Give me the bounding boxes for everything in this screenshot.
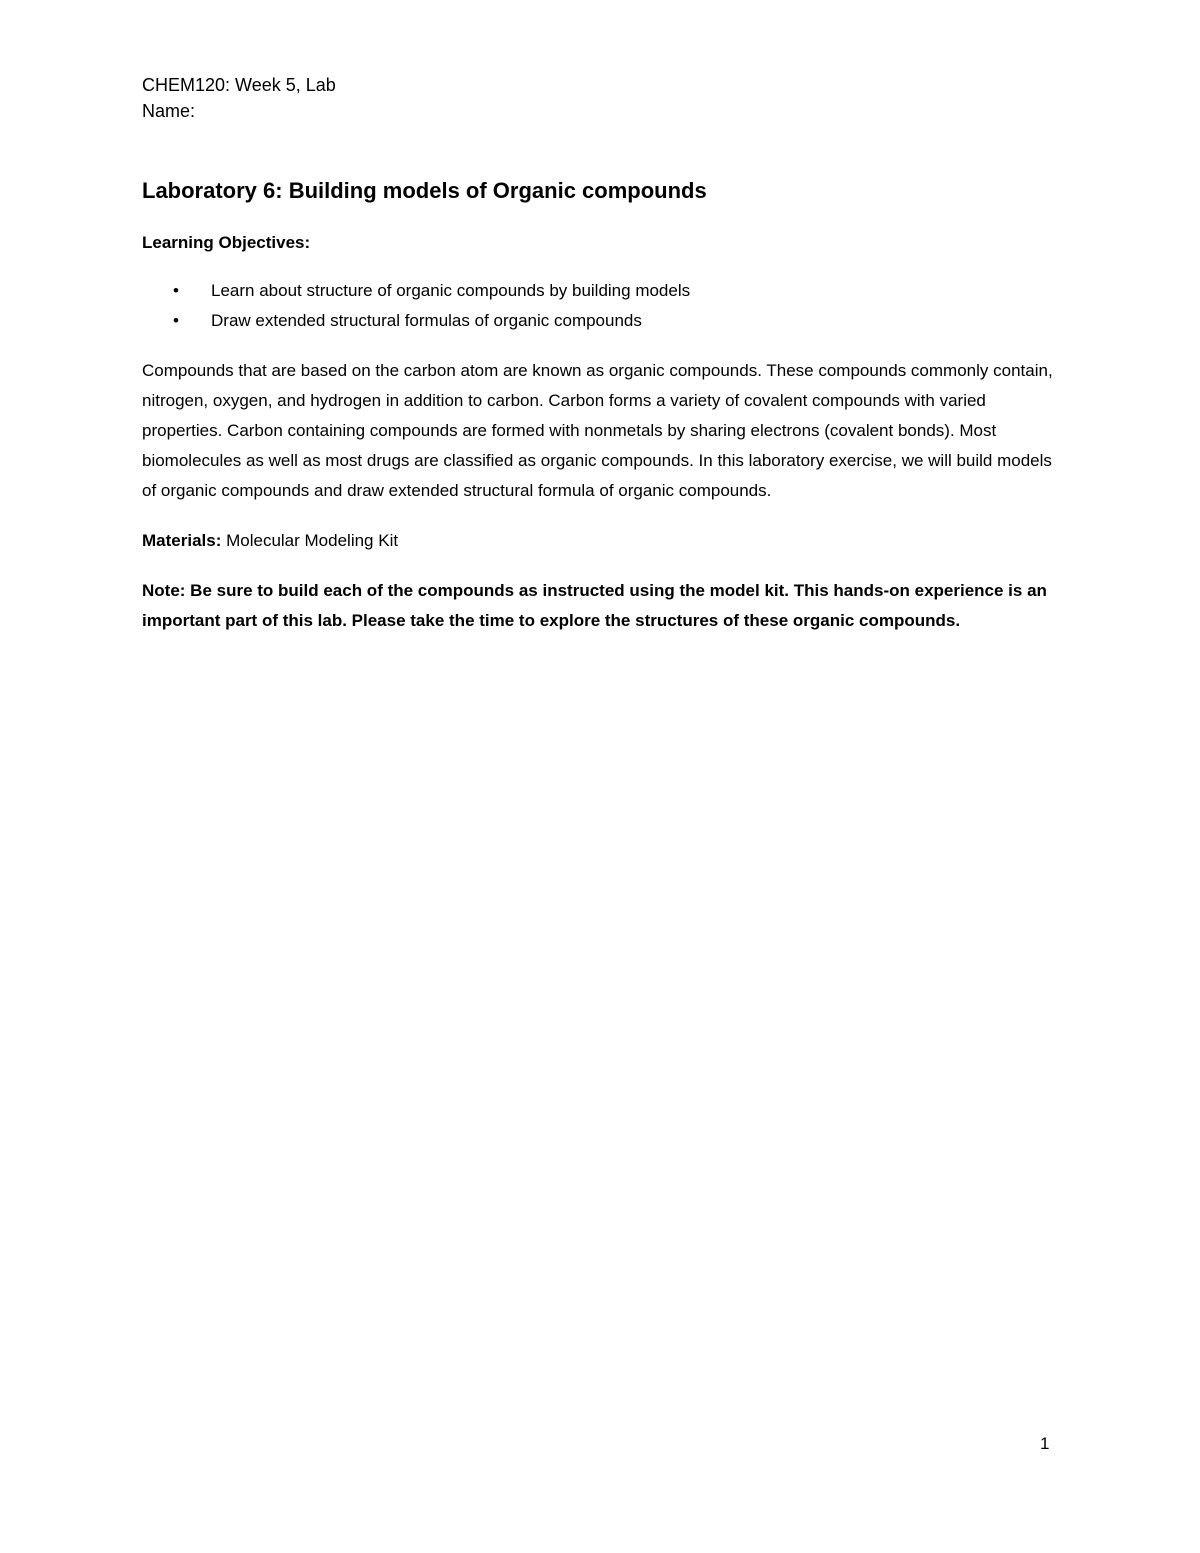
bullet-icon: • [173,281,179,300]
objectives-list [142,276,1062,336]
objective-text: Learn about structure of organic compounds by building models [211,281,691,300]
page-title: Laboratory 6: Building models of Organic compounds [142,178,707,203]
objectives-heading: Learning Objectives: [142,233,311,252]
intro-paragraph: Compounds that are based on the carbon atom are known as organic compounds. These compounds commonly contain, nitrogen, oxygen, and hydrogen in addition to carbon. Carbon forms a variety of covalent compounds with varied properties. Carbon containing compounds are formed with nonmetals by sharing electrons (covalent bonds). Most biomolecules as well as most drugs are classified as organic compounds. In this laboratory exercise, we will build models of organic compounds and draw extended structural formula of organic compounds. [142,361,1053,500]
list-item [142,276,1062,306]
course-header: CHEM120: Week 5, Lab [142,75,336,95]
materials-value: Molecular Modeling Kit [221,531,399,550]
page-number: 1 [1040,1434,1050,1453]
page-content [142,72,1062,636]
materials-line [142,526,1062,556]
note-paragraph: Note: Be sure to build each of the compounds as instructed using the model kit. This hands-on experience is an important part of this lab. Please take the time to explore the structures of these organic compounds. [142,581,1047,630]
materials-label: Materials: [142,531,222,550]
list-item [142,306,1062,336]
objective-text: Draw extended structural formulas of organic compounds [211,311,642,330]
bullet-icon: • [173,311,179,330]
name-label: Name: [142,101,196,121]
